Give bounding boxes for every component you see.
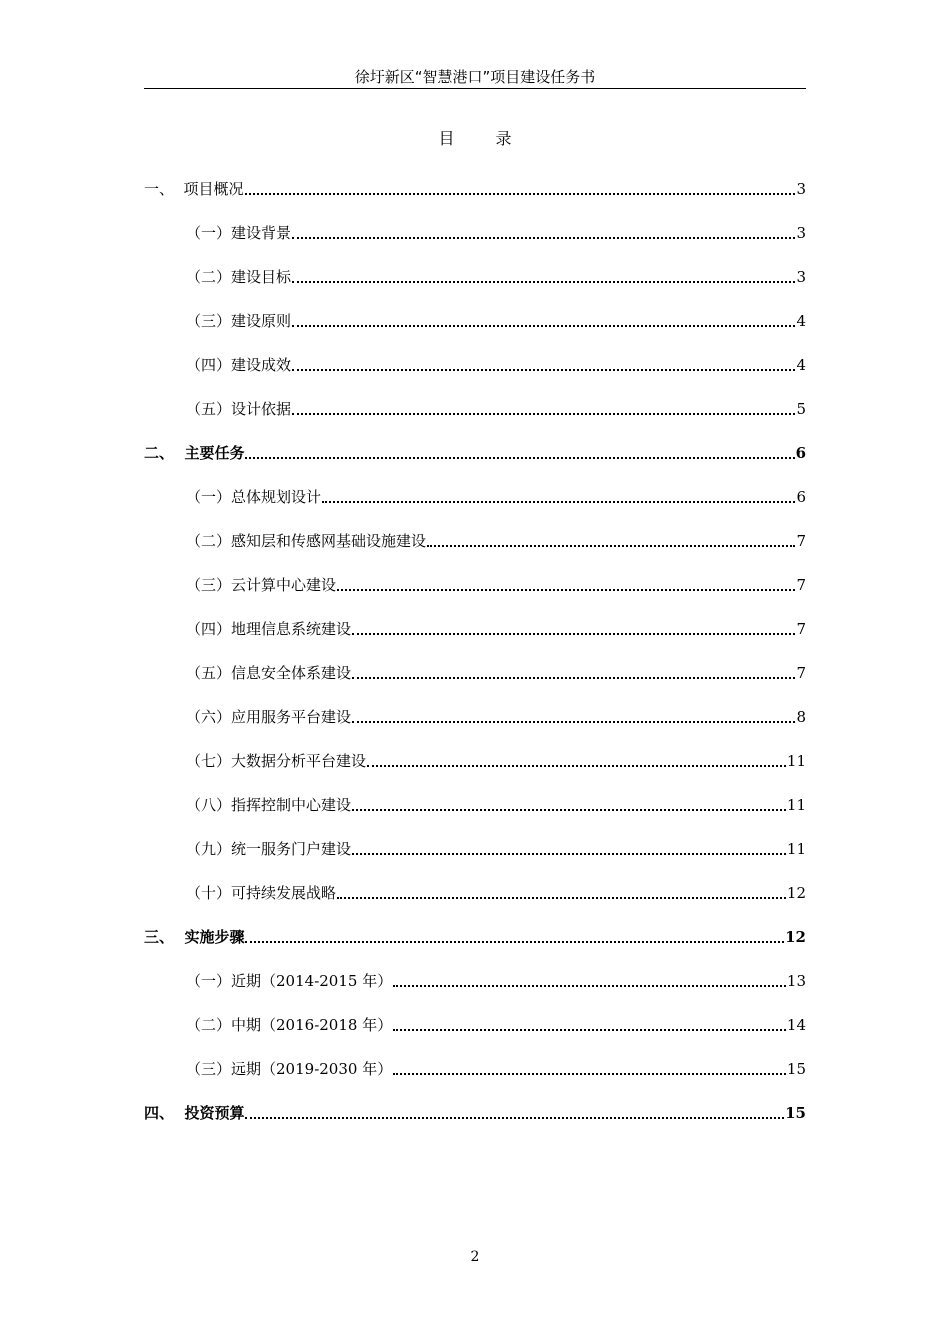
toc-entry-page: 12 [786,884,806,902]
toc-entry-page: 4 [796,312,806,330]
toc-dot-leader [393,1073,786,1075]
toc-entry-page: 3 [796,268,806,286]
toc-title: 目 录 [438,129,530,148]
toc-entry[interactable] [186,882,806,904]
toc-entry-number: 一、 [144,180,184,198]
toc-dot-leader [352,809,786,811]
toc-entry-title: 设计依据 [231,400,292,418]
toc-entry-page: 8 [796,708,806,726]
page-number: 2 [470,1249,480,1265]
toc-entry-number: （四） [186,620,232,638]
toc-entry[interactable] [186,398,806,420]
toc-entry[interactable] [144,178,806,200]
toc-dot-leader [352,633,795,635]
toc-entry-number: （一） [186,488,232,506]
toc-entry-page: 13 [786,972,806,990]
toc-entry-page: 14 [786,1016,806,1034]
toc-entry-number: （七） [186,752,232,770]
toc-entry-number: （九） [186,840,232,858]
toc-dot-leader [352,677,795,679]
toc-entry[interactable] [186,794,806,816]
toc-entry-title: 建设原则 [231,312,292,330]
toc-entry-title: 信息安全体系建设 [231,664,352,682]
toc-entry-title: 建设背景 [231,224,292,242]
toc-entry-title: 远期（2019-2030 年） [231,1060,393,1078]
toc-entry-number: （五） [186,400,232,418]
toc-entry-title: 近期（2014-2015 年） [231,972,393,990]
toc-entry[interactable] [186,618,806,640]
toc-entry[interactable] [186,662,806,684]
toc-entry[interactable] [186,838,806,860]
toc-dot-leader [427,545,795,547]
toc-entry[interactable] [186,486,806,508]
toc-entry[interactable] [186,970,806,992]
toc-entry[interactable] [144,1102,806,1124]
toc-entry-title: 地理信息系统建设 [231,620,352,638]
toc-entry-title: 项目概况 [183,180,244,198]
toc-entry-title: 中期（2016-2018 年） [231,1016,393,1034]
toc-entry-title: 指挥控制中心建设 [231,796,352,814]
toc-entry-page: 11 [786,752,806,770]
toc-entry-number: （一） [186,972,232,990]
toc-entry-page: 6 [795,444,806,462]
toc-dot-leader [245,457,794,459]
toc-entry-title: 总体规划设计 [231,488,322,506]
toc-entry-page: 15 [785,1104,806,1122]
toc-entry-title: 实施步骤 [184,928,245,946]
toc-entry[interactable] [186,354,806,376]
toc-entry[interactable] [186,750,806,772]
toc-entry[interactable] [186,1014,806,1036]
toc-entry-number: （一） [186,224,232,242]
toc-entry-page: 15 [786,1060,806,1078]
toc-entry[interactable] [186,1058,806,1080]
toc-entry[interactable] [186,530,806,552]
toc-entry-title: 云计算中心建设 [231,576,337,594]
toc-entry-number: （三） [186,1060,232,1078]
toc-entry-title: 应用服务平台建设 [231,708,352,726]
toc-entry-page: 5 [796,400,806,418]
toc-dot-leader [337,589,795,591]
toc-entry-title: 投资预算 [184,1104,245,1122]
toc-entry[interactable] [186,222,806,244]
toc-entry-number: 二、 [144,444,185,462]
toc-dot-leader [367,765,786,767]
toc-dot-leader [337,897,786,899]
toc-entry-page: 6 [796,488,806,506]
toc-entry[interactable] [186,310,806,332]
toc-entry-number: （十） [186,884,232,902]
toc-entry-number: 四、 [144,1104,185,1122]
toc-entry-page: 12 [785,928,806,946]
toc-entry-page: 3 [796,180,806,198]
toc-entry-page: 3 [796,224,806,242]
toc-dot-leader [292,281,795,283]
toc-entry-number: （八） [186,796,232,814]
toc-entry-title: 建设成效 [231,356,292,374]
toc-entry-number: （五） [186,664,232,682]
toc-entry-number: （二） [186,1016,232,1034]
toc-entry-page: 11 [786,840,806,858]
header-divider [144,88,806,89]
toc-entry-page: 7 [796,664,806,682]
toc-entry-page: 4 [796,356,806,374]
toc-dot-leader [292,369,795,371]
toc-entry-page: 11 [786,796,806,814]
toc-entry-title: 主要任务 [184,444,245,462]
toc-entry-number: （四） [186,356,232,374]
toc-entry-number: （三） [186,576,232,594]
toc-entry-number: （六） [186,708,232,726]
toc-entry[interactable] [144,442,806,464]
toc-dot-leader [245,941,784,943]
toc-entry-title: 大数据分析平台建设 [231,752,367,770]
toc-entry-number: （二） [186,268,232,286]
toc-dot-leader [292,325,795,327]
page-header: 徐圩新区“智慧港口”项目建设任务书 [354,68,596,86]
toc-dot-leader [352,853,786,855]
toc-entry-number: （三） [186,312,232,330]
toc-entry-title: 统一服务门户建设 [231,840,352,858]
toc-entry[interactable] [144,926,806,948]
toc-dot-leader [292,237,795,239]
toc-dot-leader [292,413,795,415]
toc-entry-page: 7 [796,532,806,550]
toc-dot-leader [245,1117,784,1119]
toc-dot-leader [352,721,795,723]
toc-entry[interactable] [186,706,806,728]
toc-entry-number: 三、 [144,928,185,946]
toc-entry-page: 7 [796,620,806,638]
toc-dot-leader [322,501,795,503]
toc-entry-page: 7 [796,576,806,594]
toc-dot-leader [393,1029,786,1031]
toc-entry[interactable] [186,266,806,288]
toc-entry-title: 建设目标 [231,268,292,286]
toc-entry-title: 可持续发展战略 [231,884,337,902]
toc-dot-leader [245,193,796,195]
toc-entry-title: 感知层和传感网基础设施建设 [231,532,427,550]
toc-entry[interactable] [186,574,806,596]
toc-dot-leader [393,985,786,987]
toc-entry-number: （二） [186,532,232,550]
